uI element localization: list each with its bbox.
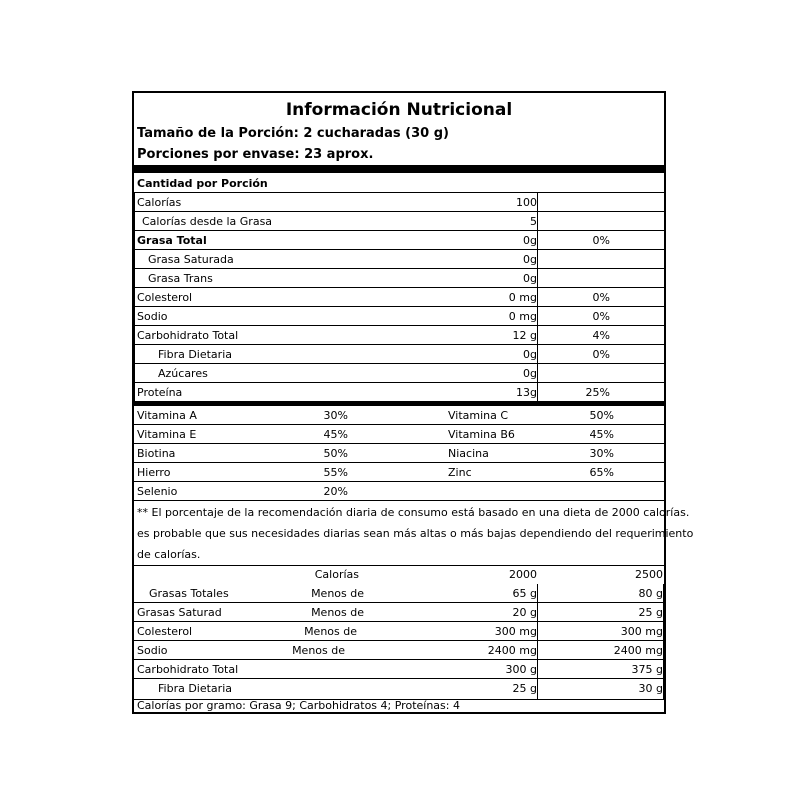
nutrient-name: Calorías desde la Grasa — [142, 215, 273, 228]
footnote-line: ** El porcentaje de la recomendación diaria de consumo está basado en una dieta de 2000 calorías. — [137, 506, 690, 519]
vitamin-percent: 50% — [589, 409, 614, 422]
nutrient-row — [134, 326, 664, 345]
daily-value-2000: 25 g — [512, 682, 537, 695]
vitamin-percent: 30% — [589, 447, 614, 460]
nutrient-amount: 0g — [523, 272, 537, 285]
daily-value-2500: 25 g — [638, 606, 663, 619]
nutrient-row — [134, 383, 664, 402]
vitamin-percent: 20% — [323, 485, 348, 498]
vitamin-percent: 45% — [323, 428, 348, 441]
calories-per-gram: Calorías por gramo: Grasa 9; Carbohidratos 4; Proteínas: 4 — [137, 699, 460, 712]
daily-value-2000: 300 g — [505, 663, 537, 676]
nutrient-name: Carbohidrato Total — [137, 329, 239, 342]
nutrient-name: Fibra Dietaria — [158, 348, 232, 361]
daily-value-2000: 2400 mg — [487, 644, 537, 657]
daily-value-2500: 2400 mg — [613, 644, 663, 657]
serving-size: Tamaño de la Porción: 2 cucharadas (30 g) — [137, 126, 449, 141]
daily-values-row — [134, 622, 664, 641]
nutrient-row — [134, 250, 664, 269]
daily-value-2000: 20 g — [512, 606, 537, 619]
nutrient-daily-value: 0% — [592, 348, 610, 361]
vitamin-name: Hierro — [137, 466, 171, 479]
vitamin-percent: 55% — [323, 466, 348, 479]
daily-values-row — [134, 603, 664, 622]
daily-value-2500: 375 g — [631, 663, 663, 676]
amount-per-serving-header: Cantidad por Porción — [137, 177, 268, 190]
vitamin-name: Selenio — [137, 485, 178, 498]
daily-value-limit: Calorías — [314, 568, 359, 581]
servings-per-container: Porciones por envase: 23 aprox. — [137, 147, 374, 162]
daily-values-row — [134, 679, 664, 698]
nutrient-amount: 0g — [523, 367, 537, 380]
daily-value-label: Colesterol — [137, 625, 193, 638]
nutrient-daily-value: 25% — [585, 386, 610, 399]
daily-value-2000: 2000 — [509, 568, 537, 581]
vitamin-percent: 30% — [323, 409, 348, 422]
nutrient-daily-value: 0% — [592, 234, 610, 247]
daily-value-limit: Menos de — [311, 606, 364, 619]
daily-value-2500: 300 mg — [620, 625, 663, 638]
daily-value-2500: 30 g — [638, 682, 663, 695]
vitamin-name: Niacina — [448, 447, 489, 460]
vitamin-name: Vitamina B6 — [448, 428, 515, 441]
nutrient-amount: 5 — [530, 215, 537, 228]
vitamin-row — [134, 406, 664, 425]
vitamin-name: Biotina — [137, 447, 176, 460]
nutrient-amount: 0g — [523, 253, 537, 266]
daily-value-label: Carbohidrato Total — [137, 663, 239, 676]
nutrient-amount: 0 mg — [508, 291, 537, 304]
daily-values-row — [134, 660, 664, 679]
nutrient-name: Azúcares — [158, 367, 208, 380]
nutrient-name: Sodio — [137, 310, 168, 323]
column-divider — [537, 192, 538, 402]
vitamin-percent: 65% — [589, 466, 614, 479]
column-divider — [663, 584, 664, 699]
nutrient-amount: 0 mg — [508, 310, 537, 323]
vitamin-name: Vitamina A — [137, 409, 197, 422]
thick-divider-top — [134, 165, 664, 173]
column-divider — [537, 584, 538, 699]
vitamin-row — [134, 425, 664, 444]
nutrient-daily-value: 0% — [592, 310, 610, 323]
nutrient-row — [134, 288, 664, 307]
daily-values-header — [134, 565, 664, 584]
nutrient-row — [134, 269, 664, 288]
nutrient-row — [134, 364, 664, 383]
nutrient-name: Grasa Trans — [148, 272, 213, 285]
daily-value-2500: 80 g — [638, 587, 663, 600]
nutrient-name: Calorías — [137, 196, 182, 209]
nutrient-row — [134, 212, 664, 231]
nutrient-row — [134, 307, 664, 326]
nutrient-row — [134, 231, 664, 250]
vitamin-row — [134, 463, 664, 482]
nutrient-name: Colesterol — [137, 291, 193, 304]
vitamin-percent: 45% — [589, 428, 614, 441]
nutrient-row — [134, 193, 664, 212]
nutrient-row — [134, 345, 664, 364]
daily-values-row — [134, 584, 664, 603]
daily-value-label: Fibra Dietaria — [158, 682, 232, 695]
daily-value-label: Sodio — [137, 644, 168, 657]
row-divider — [134, 500, 664, 501]
vitamin-name: Zinc — [448, 466, 472, 479]
vitamin-row — [134, 482, 664, 501]
daily-value-limit: Menos de — [292, 644, 345, 657]
daily-value-label: Grasas Saturad — [137, 606, 222, 619]
vitamin-name: Vitamina C — [448, 409, 509, 422]
vitamin-name: Vitamina E — [137, 428, 197, 441]
daily-value-2500: 2500 — [635, 568, 663, 581]
nutrient-name: Proteína — [137, 386, 183, 399]
nutrient-amount: 13g — [516, 386, 537, 399]
daily-values-row — [134, 641, 664, 660]
footnote-line: es probable que sus necesidades diarias sean más altas o más bajas dependiendo del requerimiento — [137, 527, 694, 540]
daily-value-2000: 65 g — [512, 587, 537, 600]
nutrition-facts-panel — [132, 91, 694, 714]
label-title: Información Nutricional — [285, 100, 513, 120]
daily-value-limit: Menos de — [311, 587, 364, 600]
nutrient-daily-value: 4% — [592, 329, 610, 342]
column-divider — [134, 192, 135, 402]
nutrient-amount: 0g — [523, 348, 537, 361]
vitamin-percent: 50% — [323, 447, 348, 460]
nutrient-daily-value: 0% — [592, 291, 610, 304]
nutrient-name: Grasa Total — [137, 234, 207, 247]
nutrient-name: Grasa Saturada — [148, 253, 234, 266]
daily-value-2000: 300 mg — [494, 625, 537, 638]
daily-value-limit: Menos de — [304, 625, 357, 638]
nutrient-amount: 12 g — [512, 329, 537, 342]
footnote-line: de calorías. — [137, 548, 201, 561]
nutrient-amount: 0g — [523, 234, 537, 247]
daily-value-label: Grasas Totales — [149, 587, 229, 600]
nutrient-amount: 100 — [516, 196, 537, 209]
vitamin-row — [134, 444, 664, 463]
